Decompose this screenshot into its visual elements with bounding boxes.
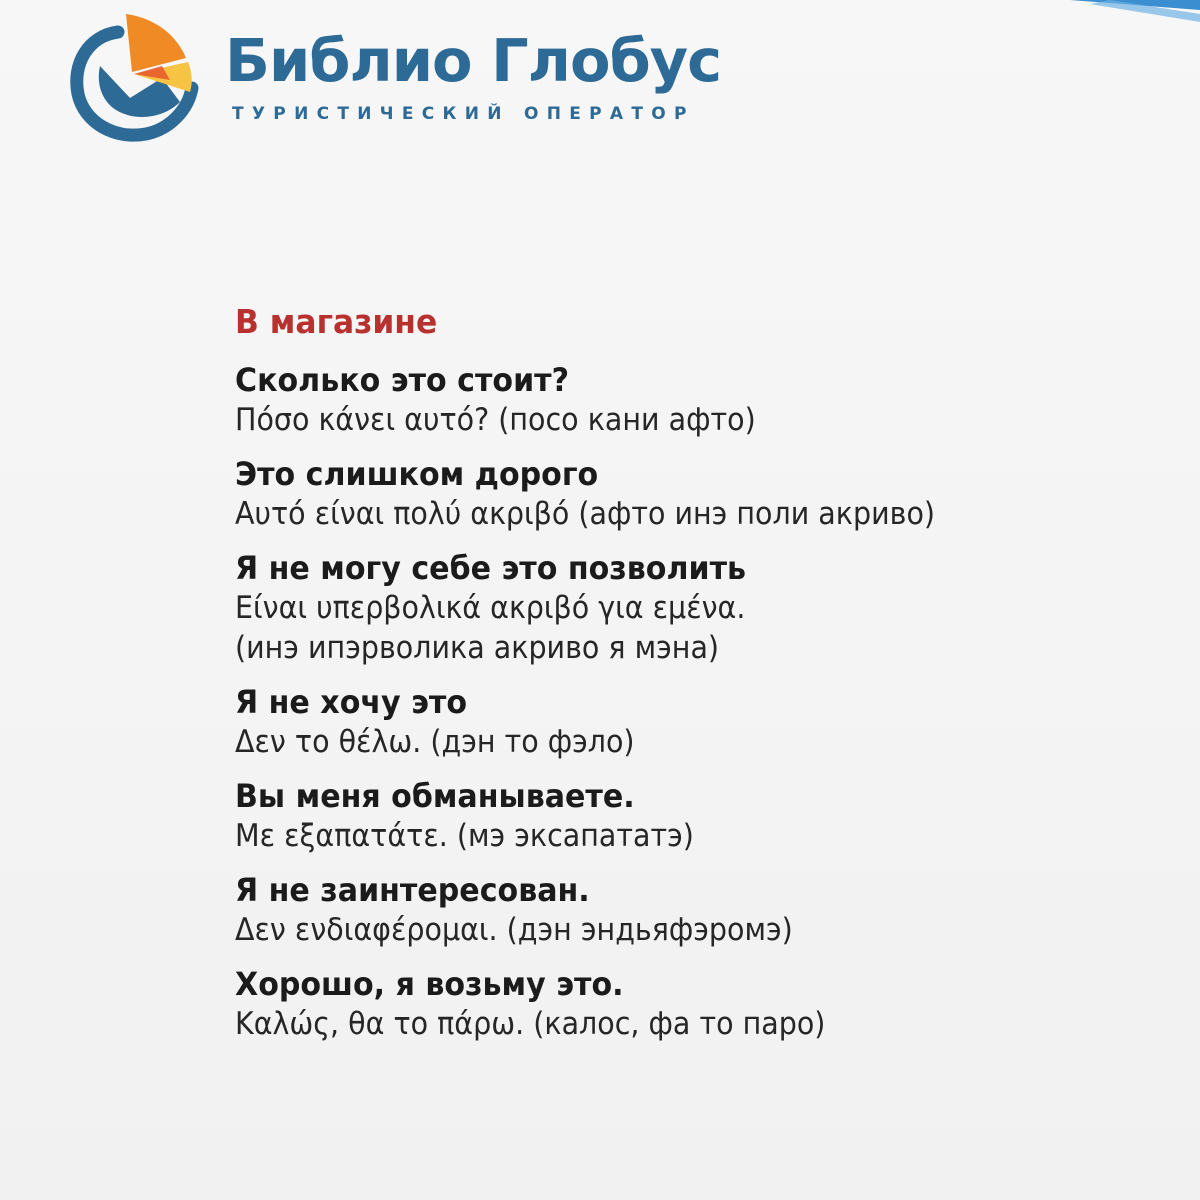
phrase-item — [235, 454, 1155, 534]
brand-tagline: ТУРИСТИЧЕСКИЙ ОПЕРАТОР — [232, 104, 695, 124]
phrase-greek: Είναι υπερβολικά ακριβό για εμένα. — [235, 589, 746, 626]
phrase-item — [235, 682, 1155, 762]
phrase-russian: Вы меня обманываете. — [235, 776, 635, 815]
phrasebook-section — [235, 302, 1155, 1058]
phrase-greek: Με εξαπατάτε. (мэ эксапататэ) — [235, 817, 694, 854]
phrase-item — [235, 870, 1155, 950]
phrase-greek-transcription: (инэ ипэрволика акриво я мэна) — [235, 629, 720, 666]
phrase-item — [235, 548, 1155, 668]
phrase-item — [235, 776, 1155, 856]
phrase-greek: Δεν το θέλω. (дэн то фэло) — [235, 723, 635, 760]
phrase-greek: Καλώς, θα το πάρω. (калос, фа то паро) — [235, 1005, 826, 1042]
phrase-greek: Πόσο κάνει αυτό? (посо кани афто) — [235, 401, 756, 438]
phrase-russian: Я не могу себе это позволить — [235, 548, 747, 587]
phrase-russian: Я не заинтересован. — [235, 870, 590, 909]
section-title: В магазине — [235, 302, 438, 341]
phrase-russian: Сколько это стоит? — [235, 360, 570, 399]
corner-blue-stripes — [1050, 0, 1200, 28]
brand-name: Библио Глобус — [225, 26, 722, 95]
phrase-item — [235, 360, 1155, 440]
phrase-greek: Αυτό είναι πολύ ακριβό (афто инэ поли акриво) — [235, 495, 936, 532]
biblio-globus-logo-icon — [66, 6, 206, 146]
phrase-russian: Это слишком дорого — [235, 454, 599, 493]
phrase-item — [235, 964, 1155, 1044]
phrase-russian: Я не хочу это — [235, 682, 468, 721]
phrase-greek: Δεν ενδιαφέρομαι. (дэн эндьяфэромэ) — [235, 911, 793, 948]
phrase-russian: Хорошо, я возьму это. — [235, 964, 624, 1003]
